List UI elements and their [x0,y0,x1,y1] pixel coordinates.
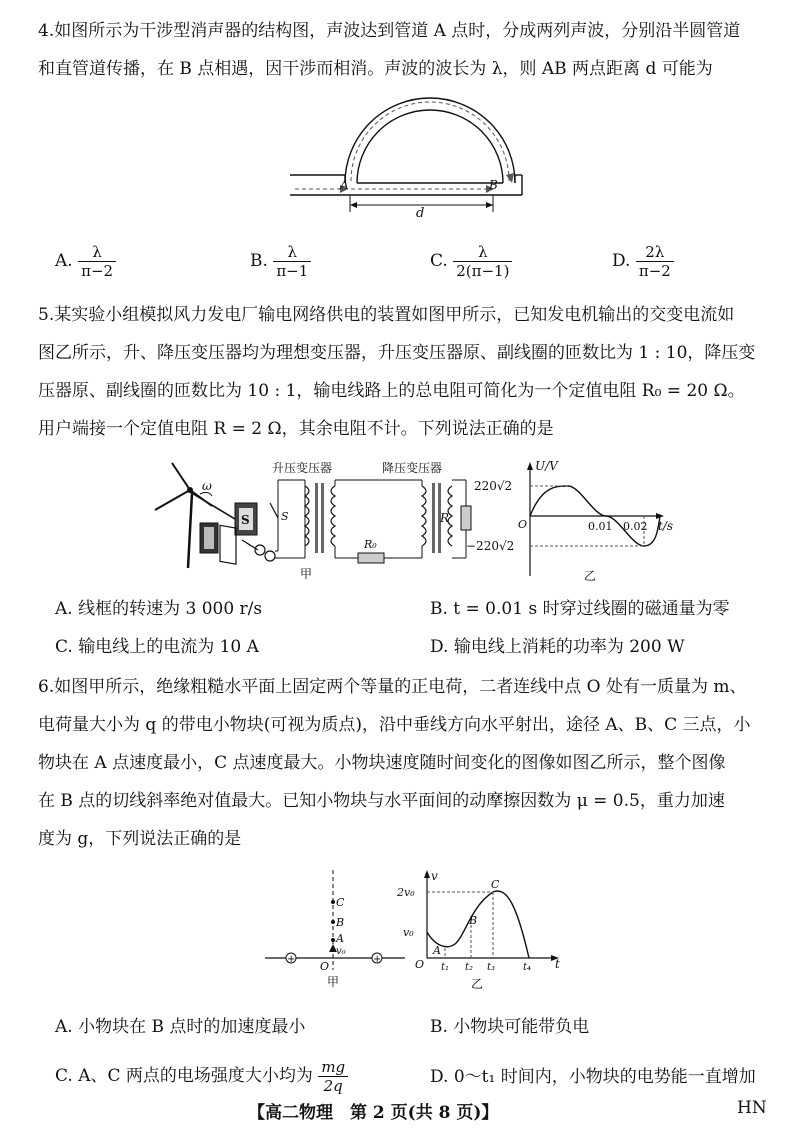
q5-option-a[interactable]: A. 线框的转速为 3 000 r/s [55,599,263,619]
q6-option-a[interactable]: A. 小物块在 B 点时的加速度最小 [55,1017,306,1037]
svg-text:B: B [469,914,478,927]
q6-figure-yi [395,866,565,991]
q5-option-b[interactable]: B. t = 0.01 s 时穿过线圈的磁通量为零 [430,599,730,619]
q6-option-d[interactable]: D. 0～t₁ 时间内，小物块的电势能一直增加 [430,1067,756,1087]
svg-text:R₀: R₀ [364,538,377,551]
q4-option-d[interactable]: D. $\frac{2\lambda}{\pi-2}$ [612,243,674,280]
q4-option-b[interactable]: B. $\frac{\lambda}{\pi-1}$ [250,243,311,280]
svg-text:0.02: 0.02 [623,520,648,533]
q6-option-c[interactable]: C. A、C 两点的电场强度大小均为 $\frac{mg}{2q}$ [55,1058,348,1095]
svg-text:t₁: t₁ [441,962,450,973]
svg-text:升压变压器: 升压变压器 [272,461,333,475]
q4-stem-line-2: 和直管道传播，在 B 点相遇，因干涉而相消。声波的波长为 λ，则 AB 两点距离 d 可能为 [38,59,713,79]
step-up-secondary-coil [331,486,335,546]
resistor-r [461,506,471,530]
svg-text:v: v [431,869,438,883]
q5-figure-yi [466,458,680,583]
q4-option-a[interactable]: A. $\frac{\lambda}{\pi-2}$ [55,243,116,280]
svg-text:S: S [281,510,289,523]
svg-text:ω: ω [202,479,212,493]
svg-text:t₃: t₃ [487,962,496,973]
svg-text:v₀: v₀ [336,946,346,957]
question-6-stem: 6.如图甲所示，绝缘粗糙水平面上固定两个等量的正电荷，二者连线中点 O 处有一质量为 m、 电荷量大小为 q 的带电小物块(可视为质点)，沿中垂线方向水平射出，途径 A、B、C 三点，小 物块在 A 点速度最小，C 点速度最大。小物块速度随时间变化的图像如图乙所示，整个图像 在 B 点的切线斜率绝对值最大。已知小物块与水平面间的动摩擦因数为 μ = 0.5，重力加速 度为 g，下列说法正确的是 [38,677,751,849]
svg-text:乙: 乙 [471,977,484,991]
question-4-stem [38,12,778,88]
turbine-tower [188,493,192,568]
q6-figure-jia [265,870,415,990]
svg-text:A: A [433,944,441,957]
label-b: B [489,178,498,192]
svg-text:0.01: 0.01 [588,520,613,533]
question-5-stem: 5.某实验小组模拟风力发电厂输电网络供电的装置如图甲所示，已知发电机输出的交变电流如 图乙所示，升、降压变压器均为理想变压器，升压变压器原、副线圈的匝数比为 1 : 10，降压变 压器原、副线圈的匝数比为 10 : 1，输电线路上的总电阻可简化为一个定值电阻 R₀ = 20 Ω。 用户端接一个定值电阻 R = 2 Ω，其余电阻不计。下列说法正确的是 [38,305,756,439]
svg-text:S: S [241,513,250,527]
q5-option-d[interactable]: D. 输电线上消耗的功率为 200 W [430,637,685,657]
q6-option-b[interactable]: B. 小物块可能带负电 [430,1017,590,1037]
label-a: A [340,178,349,192]
step-down-primary-coil [422,486,426,546]
semicircle-wave-path [351,102,509,181]
semicircle-arrow-icon [506,173,514,183]
footer-region-code: HN [737,1098,767,1118]
svg-text:2v₀: 2v₀ [397,886,415,899]
svg-text:t: t [555,957,560,971]
inner-semicircle-pipe [357,110,503,183]
svg-text:甲: 甲 [327,975,340,989]
svg-text:甲: 甲 [300,567,313,581]
q4-stem-line-1: 4.如图所示为干涉型消声器的结构图，声波达到管道 A 点时，分成两列声波，分别沿半圆管道 [38,21,741,41]
coil-frame [220,525,236,564]
slip-ring-1 [255,545,265,555]
svg-text:+: + [373,954,382,965]
svg-text:乙: 乙 [584,569,597,583]
svg-text:C: C [491,878,500,891]
svg-text:+: + [287,954,296,965]
footer-page-info: 【高二物理 第 2 页(共 8 页)】 [248,1103,499,1123]
svg-text:降压变压器: 降压变压器 [382,461,443,475]
svg-text:v₀: v₀ [403,926,414,939]
svg-text:t₂: t₂ [465,962,474,973]
q5-option-c[interactable]: C. 输电线上的电流为 10 A [55,637,259,657]
svg-text:O: O [415,958,425,971]
resistor-r0 [358,553,384,563]
label-d: d [416,206,425,221]
svg-text:O: O [518,518,528,531]
svg-text:t/s: t/s [658,519,674,533]
slip-ring-2 [265,551,275,561]
q5-figure-jia [150,458,470,583]
q4-option-c[interactable]: C. $\frac{\lambda}{2(\pi-1)}$ [430,243,512,280]
svg-text:O: O [320,960,330,973]
svg-text:−220√2: −220√2 [466,539,515,553]
svg-text:A: A [336,932,344,945]
svg-text:C: C [336,896,345,909]
svg-text:220√2: 220√2 [474,479,513,493]
svg-text:R: R [440,511,450,525]
svg-text:U/V: U/V [535,459,558,473]
q4-muffler-figure [290,95,530,220]
svg-text:t₄: t₄ [523,962,532,973]
svg-text:B: B [336,916,345,929]
step-up-primary-coil [305,486,309,546]
velocity-time-curve [427,891,529,958]
